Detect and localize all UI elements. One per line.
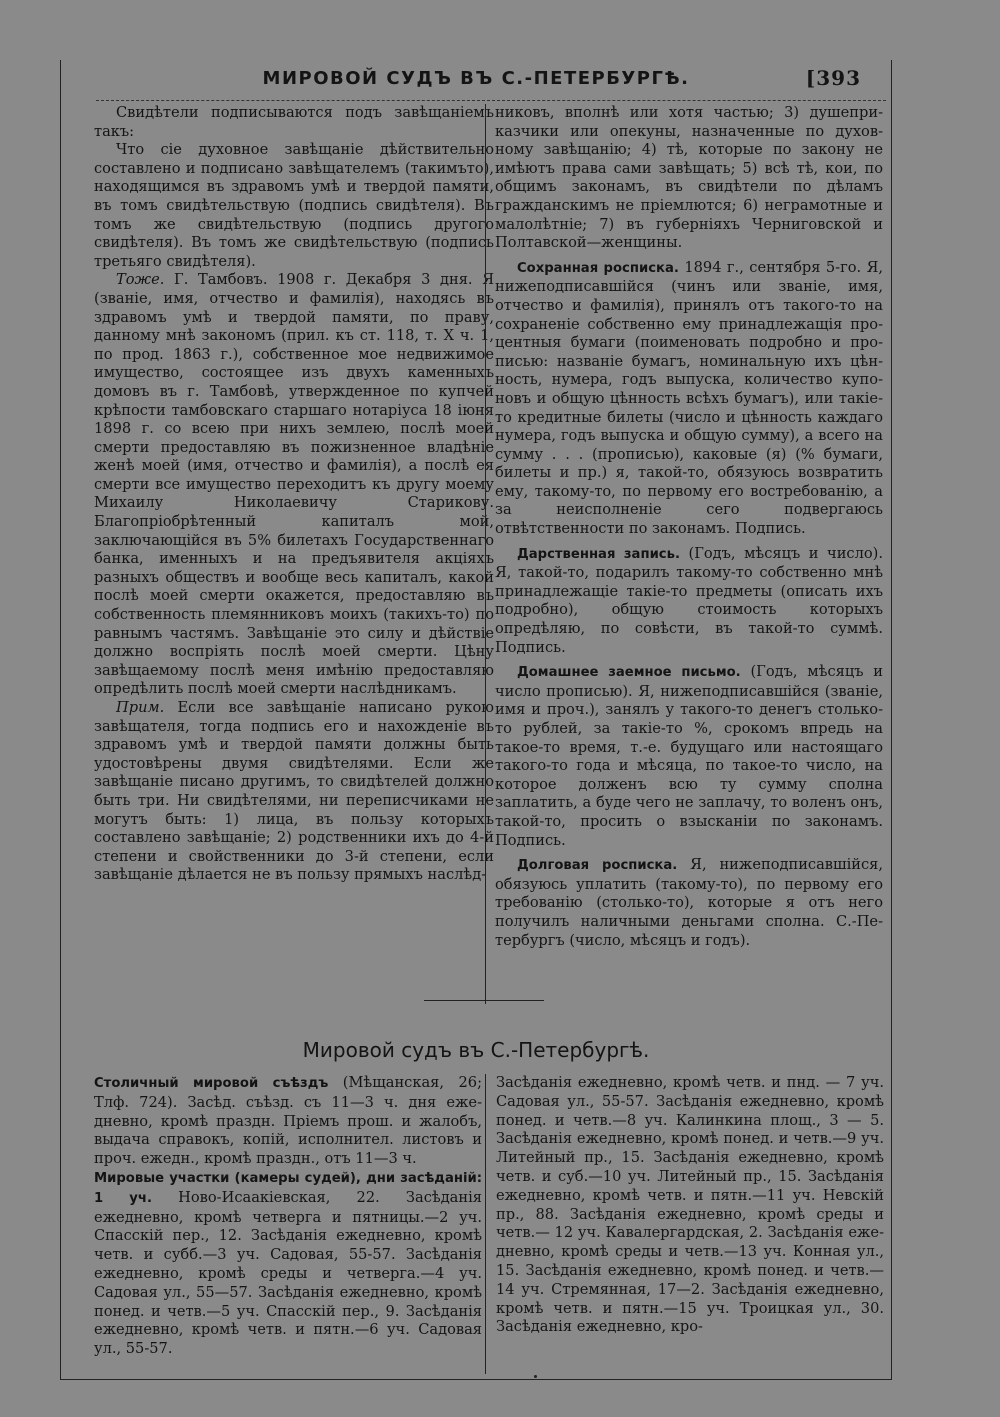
header-rule [96, 100, 886, 101]
paragraph-text: (Годъ, мѣсяцъ и число прописью). Я, нижеподписавшійся (званіе, имя и проч.), занялъ у такого-то денегъ столько-то рублей, за такіе-то %, срокомъ впредь на такое-то время, т.-е. будущаго или настоящаго такого-то года и мѣсяца, по такое-то число, на которое долженъ всю ту сумму сполна заплатить, а буде чего не заплачу, то воленъ онъ, такой-то, просить о взысканіи по законамъ. Подпись. [495, 663, 883, 849]
paragraph: Засѣданія ежедневно, кромѣ четв. и пнд. — 7 уч. Садовая ул., 55-57. Засѣданія ежедневно, кромѣ понед. и четв.—8 уч. Калинкина площ., 3 — 5. Засѣданія ежедневно, кромѣ понед. и четв.—9 уч. Литейный пр., 15. Засѣданія ежедневно, кромѣ четв. и суб.—10 уч. Литейный пр., 15. Засѣданія ежедневно, кромѣ четв. и пятн.—11 уч. Невскій пр., 88. Засѣданія ежедневно, кромѣ среды и четв.— 12 уч. Кавалергардская, 2. Засѣданія ежедневно, кромѣ среды и четв.—13 уч. Конная ул., 15. Засѣданія ежедневно, кромѣ понед. и четв.—14 уч. Стремянная, 17—2. Засѣданія ежедневно, кромѣ четв. и пятн.—15 уч. Троицкая ул., 30. Засѣданія ежедневно, кро- [496, 1074, 884, 1336]
section-right-column [496, 1074, 884, 1337]
paragraph-text: Я, нижеподписавшійся, обязуюсь уплатить (такому-то), по первому его требованію (столько-то), которые я отъ него получилъ наличными деньгами сполна. С.-Петербургъ (число, мѣсяцъ и годъ). [495, 856, 883, 949]
paragraph-lead: Сохранная росписка. [517, 260, 679, 276]
paragraph [94, 1169, 482, 1359]
print-speck [534, 1375, 537, 1378]
paragraph-text: Ново-Исаакіевская, 22. Засѣданія ежедневно, кромѣ четверга и пятницы.—2 уч. Спасскій пер., 12. Засѣданія ежедневно, кромѣ четв. и субб.—3 уч. Садовая, 55-57. Засѣданія ежедневно, кромѣ среды и четверга.—4 уч. Садовая ул., 55—57. Засѣданія ежедневно, кромѣ понед. и четв.—5 уч. Спасскій пер., 9. Засѣданія ежедневно, кромѣ четв. и пятн.—6 уч. Садовая ул., 55-57. [94, 1188, 482, 1358]
paragraph [94, 1074, 482, 1169]
paragraph [94, 699, 494, 885]
paragraph-lead: Мировые участки (камеры судей), дни засѣданій: 1 уч. [94, 1170, 482, 1206]
section-left-column [94, 1074, 482, 1359]
paragraph-text: Если все завѣщаніе написано рукою завѣщателя, тогда подпись его и нахожденіе въ здравомъ умѣ и твердой памяти должны быть удостовѣрены двумя свидѣтелями. Если же завѣщаніе писано другимъ, то свидѣтелей должно быть три. Ни свидѣтелями, ни переписчиками не могутъ быть: 1) лица, въ пользу которыхъ составлено завѣщаніе; 2) родственники ихъ до 4-й степени и свойственники до 3-й степени, если завѣщаніе дѣлается не въ пользу прямыхъ наслѣд- [94, 699, 494, 884]
paragraph [495, 856, 883, 950]
page-number: [393 [805, 66, 861, 90]
paragraph-text: 1894 г., сентября 5-го. Я, нижеподписавшійся (чинъ или званіе, имя, отчество и фамилія), принялъ отъ такого-то на сохраненіе собственно ему принадлежащія процентныя бумаги (поименовать подробно и прописью: названіе бумагъ, номинальную ихъ цѣнность, нумера, годъ выпуска, количество купоновъ и общую цѣнность всѣхъ бумагъ), или такіе-то кредитные билеты (число и цѣнность каждаго нумера, годъ выпуска и общую сумму), а всего на сумму . . . (прописью), каковые (я) (% бумаги, билеты и пр.) я, такой-то, обязуюсь возвратить ему, такому-то, по первому его востребованію, а за неисполненіе сего подвергаюсь отвѣтственности по законамъ. Подпись. [495, 258, 884, 538]
paragraph-text: Г. Тамбовъ. 1908 г. Декабря 3 дня. Я (званіе, имя, отчество и фамилія), находясь въ здравомъ умѣ и твердой памяти, по праву, данному мнѣ закономъ (прил. къ ст. 118, т. X ч. 1, по прод. 1863 г.), собственное мое недвижимое имущество, состоящее изъ двухъ каменныхъ домовъ въ г. Тамбовѣ, утвержденное по купчей крѣпости тамбовскаго старшаго нотаріуса 18 іюня 1898 г. со всею при нихъ землею, послѣ моей смерти предоставляю въ пожизненное владѣніе женѣ моей (имя, отчество и фамилія), а послѣ ея смерти все имущество переходитъ къ другу моему Михаилу Николаевичу Старикову. Благопріобрѣтенный капиталъ мой, заключающійся въ 5% билетахъ Государственнаго банка, именныхъ и на предъявителя акціяхъ разныхъ обществъ и вообще весь капиталъ, какой послѣ моей смерти окажется, предоставляю въ собственность племянниковъ моихъ (такихъ-то) по равнымъ частямъ. Завѣщаніе это силу и дѣйствіе должно воспріять послѣ моей смерти. Цѣну завѣщаемому послѣ меня имѣнію предоставляю опредѣлить послѣ моей смерти наслѣдникамъ. [94, 271, 494, 698]
paragraph: Что сіе духовное завѣщаніе дѣйствительно составлено и подписано завѣщателемъ (такимъто), находящимся въ здравомъ умѣ и твердой памяти, въ томъ свидѣтельствую (подпись свидѣтеля). Въ томъ же свидѣтельствую (подпись другого свидѣтеля). Въ томъ же свидѣтельствую (подпись третьяго свидѣтеля). [94, 141, 494, 270]
page-sheet [60, 60, 892, 1380]
paragraph-lead: Долговая росписка. [517, 858, 678, 874]
paragraph [495, 259, 883, 539]
paragraph: Свидѣтели подписываются подъ завѣщаніемъ такъ: [94, 104, 494, 140]
paragraph-lead: Домашнее заемное письмо. [517, 665, 741, 681]
column-divider [485, 1074, 486, 1374]
left-column [94, 104, 494, 885]
paragraph [495, 545, 883, 658]
paragraph [94, 271, 494, 699]
section-title: Мировой судъ въ С.-Петербургѣ. [302, 1038, 650, 1062]
paragraph: никовъ, вполнѣ или хотя частью; 3) душеприказчики или опекуны, назначенные по духовному завѣщанію; 4) тѣ, которые по закону не имѣютъ права сами завѣщать; 5) всѣ тѣ, кои, по общимъ законамъ, въ свидѣтели по дѣламъ гражданскимъ не пріемлются; 6) неграмотные и малолѣтніе; 7) въ губерніяхъ Черниговской и Полтавской—женщины. [495, 104, 883, 252]
paragraph-text: (Мѣщанская, 26; Тлф. 724). Засѣд. съѣзд. съ 11—3 ч. дня ежедневно, кромѣ праздн. Пріемъ прош. и жалобъ, выдача справокъ, копій, исполнител. листовъ и проч. ежедн., кромѣ праздн., отъ 11—3 ч. [94, 1074, 482, 1168]
paragraph-text: (Годъ, мѣсяцъ и число). Я, такой-то, подарилъ такому-то собственно мнѣ принадлежащіе такіе-то предметы (описать ихъ подробно), общую стоимость которыхъ опредѣляю, по совѣсти, въ такой-то суммѣ. Подпись. [495, 544, 883, 656]
paragraph-lead: Тоже. [116, 271, 165, 289]
section-divider [424, 1000, 544, 1001]
right-column [485, 104, 883, 950]
paragraph-lead: Столичный мировой съѣздъ [94, 1076, 329, 1091]
paragraph-lead: Прим. [116, 699, 165, 716]
paragraph [495, 663, 883, 850]
paragraph-lead: Дарственная запись. [517, 546, 680, 562]
running-header: МИРОВОЙ СУДЪ ВЪ С.-ПЕТЕРБУРГѢ. [262, 68, 690, 89]
